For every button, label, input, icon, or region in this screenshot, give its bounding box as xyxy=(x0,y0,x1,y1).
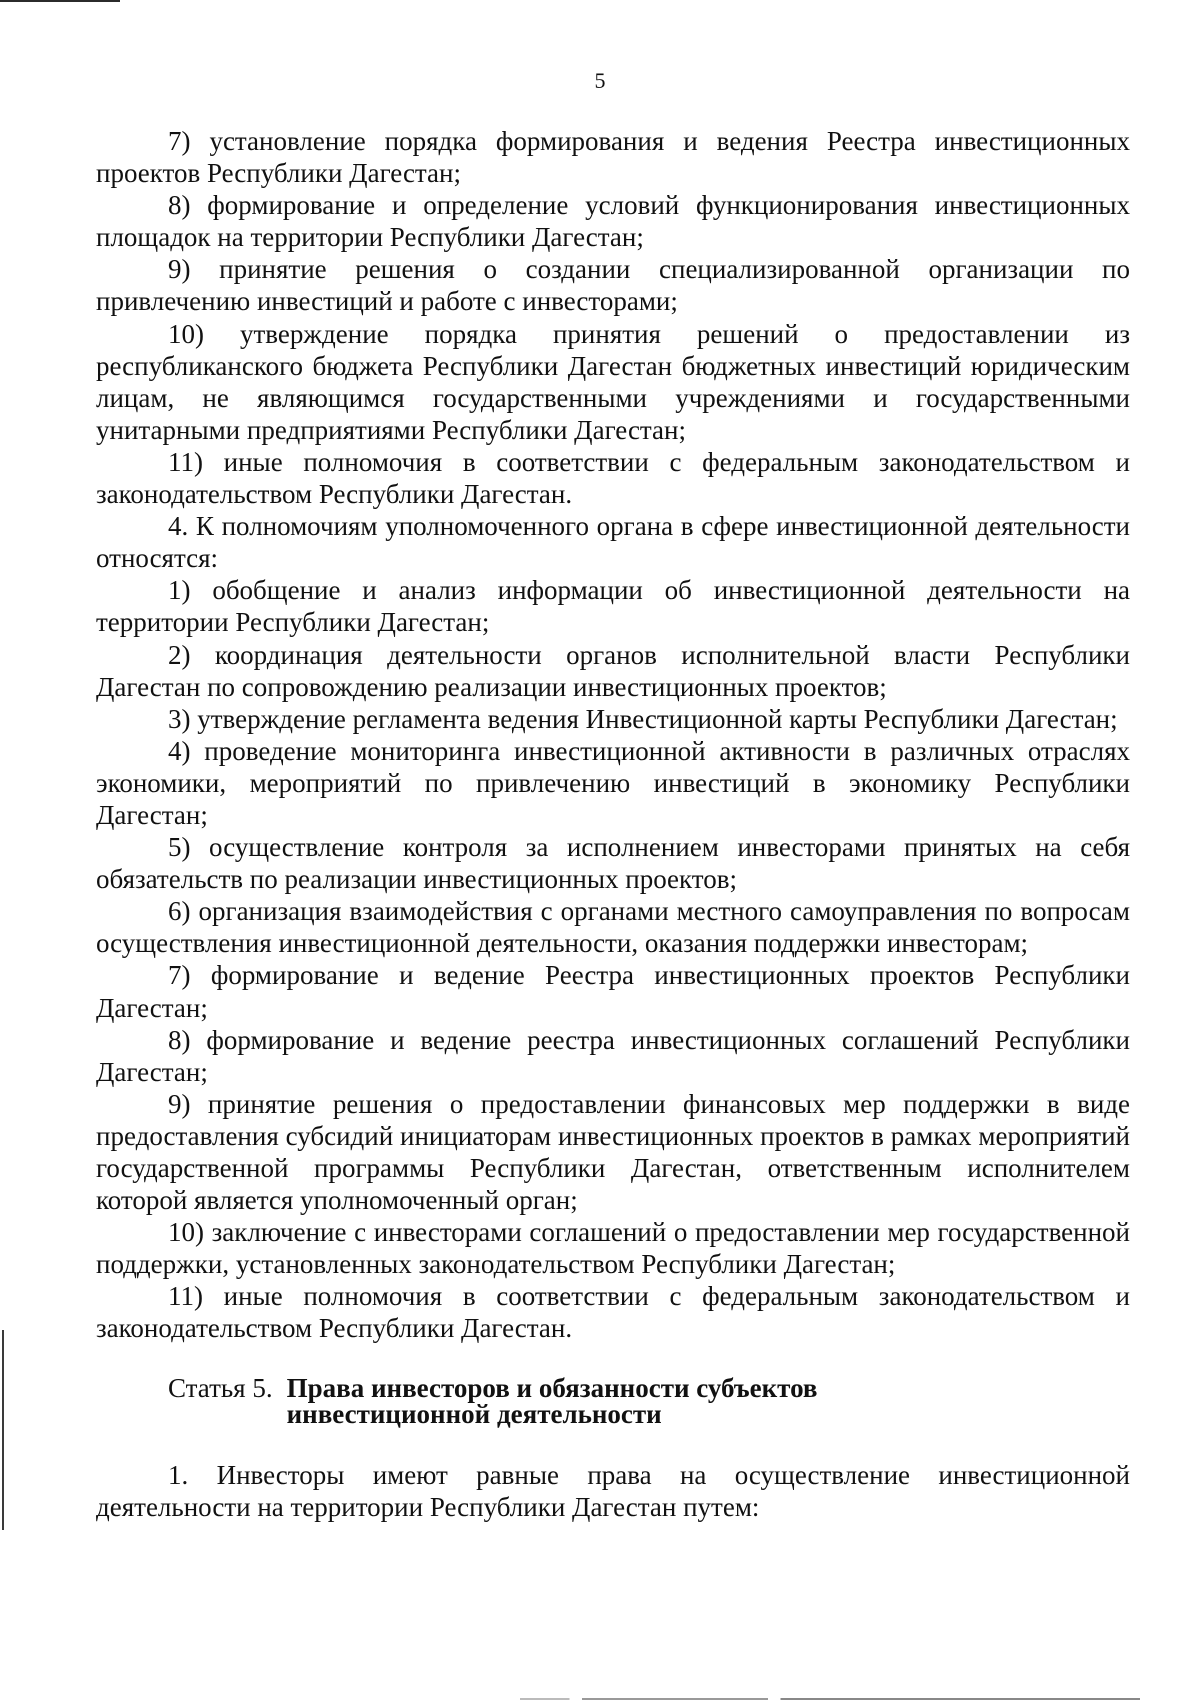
paragraph: 4. К полномочиям уполномоченного органа в сфере инвестиционной деятельности относятся: xyxy=(96,511,1130,574)
scan-edge-bottom xyxy=(520,1698,1140,1700)
paragraph: 11) иные полномочия в соответствии с федеральным законодательством и законодательством Республики Дагестан. xyxy=(96,1281,1130,1344)
paragraph: 1. Инвесторы имеют равные права на осуществление инвестиционной деятельности на территории Республики Дагестан путем: xyxy=(96,1459,1130,1522)
paragraph: 6) организация взаимодействия с органами местного самоуправления по вопросам осуществления инвестиционной деятельности, оказания поддержки инвесторам; xyxy=(96,896,1130,959)
paragraph: 1) обобщение и анализ информации об инвестиционной деятельности на территории Республики Дагестан; xyxy=(96,575,1130,638)
paragraph: 8) формирование и ведение реестра инвестиционных соглашений Республики Дагестан; xyxy=(96,1024,1130,1087)
paragraph: 3) утверждение регламента ведения Инвестиционной карты Республики Дагестан; xyxy=(168,703,1118,734)
paragraph: 7) формирование и ведение Реестра инвестиционных проектов Республики Дагестан; xyxy=(96,960,1130,1023)
paragraph: 8) формирование и определение условий функционирования инвестиционных площадок на территории Республики Дагестан; xyxy=(96,190,1130,253)
scan-edge-top xyxy=(0,0,120,2)
paragraph: 11) иные полномочия в соответствии с федеральным законодательством и законодательством Республики Дагестан. xyxy=(96,446,1130,510)
article-title: Права инвесторов и обязанности субъектов инвестиционной деятельности xyxy=(286,1372,818,1429)
paragraph: 9) принятие решения о создании специализированной организации по привлечению инвестиций и работе с инвесторами; xyxy=(96,254,1130,317)
document-body xyxy=(96,125,1130,1523)
paragraph: 10) утверждение порядка принятия решений о предоставлении из республиканского бюджета Республики Дагестан бюджетных инвестиций юридическим лицам, не являющимся государственными учреждениями и государственными унитарными предприятиями Республики Дагестан; xyxy=(96,318,1130,445)
article-heading xyxy=(96,1372,1130,1429)
paragraph: 9) принятие решения о предоставлении финансовых мер поддержки в виде предоставления субсидий инициаторам инвестиционных проектов в рамках мероприятий государственной программы Республики Дагестан, ответственным исполнителем которой является уполномоченный орган; xyxy=(96,1088,1130,1216)
article-label: Статья 5. xyxy=(168,1372,273,1403)
paragraph: 10) заключение с инвесторами соглашений о предоставлении мер государственной поддержки, установленных законодательством Республики Дагестан; xyxy=(96,1217,1130,1280)
paragraph: 4) проведение мониторинга инвестиционной активности в различных отраслях экономики, мероприятий по привлечению инвестиций в экономику Республики Дагестан; xyxy=(96,735,1130,830)
scan-edge-left xyxy=(2,1330,4,1530)
page-number: 5 xyxy=(594,68,606,93)
paragraph: 7) установление порядка формирования и ведения Реестра инвестиционных проектов Республики Дагестан; xyxy=(96,126,1130,189)
paragraph: 2) координация деятельности органов исполнительной власти Республики Дагестан по сопровождению реализации инвестиционных проектов; xyxy=(96,639,1130,702)
paragraph: 5) осуществление контроля за исполнением инвесторами принятых на себя обязательств по реализации инвестиционных проектов; xyxy=(96,832,1130,895)
